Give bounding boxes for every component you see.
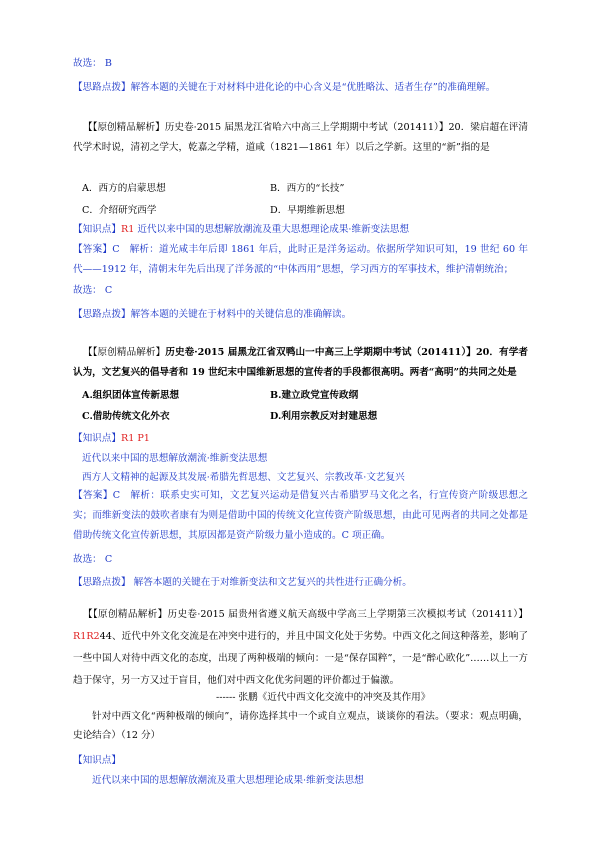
knowledge-text: 近代以来中国的思想解放潮流及重大思想理论成果·维新变法思想 xyxy=(137,224,410,235)
question-source-paragraph xyxy=(73,343,528,383)
option-d: D．早期维新思想 xyxy=(270,205,345,216)
source-bracket: 【【原创精品解析】 xyxy=(83,122,165,133)
answer-paragraph xyxy=(73,486,528,546)
answer-bracket: 【答案】 xyxy=(73,244,113,255)
conclusion-value: C xyxy=(104,554,113,565)
knowledge-label: 【知识点】 xyxy=(73,224,121,235)
answer-text: C 解析：联系史实可知，文艺复兴运动是借复兴古希腊罗马文化之名，行宣传资产阶级思想之实；而维新变法的鼓吹者康有为则是借助中国的传统文化宣传资产阶级思想，由此可见两者的共同之处都是借助传统文化宣传新思想，其原因都是资产阶级力量小造成的。C 项正确。 xyxy=(73,490,529,541)
conclusion-label: 故选： xyxy=(73,285,102,296)
source-bracket: 【【原创精品解析】 xyxy=(83,609,168,620)
option-a: A．西方的启蒙思想 xyxy=(82,183,166,194)
source-text: 历史卷·2015 届贵州省遵义航天高级中学高三上学期第三次模拟考试（201411）】 xyxy=(167,609,529,620)
answer-line xyxy=(73,57,112,70)
question-text: 历史卷·2015 届黑龙江省哈六中高三上学期期中考试（201411）】20．梁启超在评清代学术时说，清初之学大，乾嘉之学精，道咸（1821—1861 年）以后之学新。这里的“新”指的是 xyxy=(73,122,529,153)
knowledge-code: R1 P1 xyxy=(120,433,150,444)
hint-line xyxy=(73,576,412,589)
knowledge-item: 近代以来中国的思想解放潮流·维新变法思想 xyxy=(82,453,268,464)
option-c: C.借助传统文化外衣 xyxy=(82,411,170,422)
knowledge-line xyxy=(73,432,150,445)
conclusion-line xyxy=(73,553,112,566)
answer-label: 故选： xyxy=(73,58,102,69)
option-b: B.建立政党宣传政纲 xyxy=(270,390,359,401)
question-text: 历史卷·2015 届黑龙江省双鸭山一中高三上学期期中考试（201411）】20．有学者认为，文艺复兴的倡导者和 19 世纪末中国维新思想的宣传者的手段都很高明。两者“高明”的共同之处是 xyxy=(73,347,529,378)
hint-label: 【思路点拨】 xyxy=(73,309,131,320)
knowledge-label: 【知识点】 xyxy=(73,755,121,766)
source-bracket: 【【原创精品解析】 xyxy=(83,347,166,358)
answer-bracket: 【答案】 xyxy=(73,490,113,501)
knowledge-line xyxy=(73,223,409,236)
question-material: 44、近代中外文化交流是在冲突中进行的，并且中国文化处于劣势。中西文化之间这种落差，影响了一些中国人对待中西文化的态度，出现了两种极端的倾向：一是“保存国粹”，一是“醉心欧化”……以上一方趋于保守，另一方又过于盲目，他们对中西文化优劣问题的评价都过于偏激。 xyxy=(73,631,528,686)
option-d: D.利用宗教反对封建思想 xyxy=(270,411,378,422)
knowledge-label: 【知识点】 xyxy=(73,433,121,444)
knowledge-code: R1 xyxy=(120,224,135,235)
question-prompt: 针对中西文化“两种极端的倾向”，请你选择其中一个或自立观点，谈谈你的看法。（要求：观点明确，史论结合）（12 分） xyxy=(73,711,528,741)
hint-line xyxy=(73,81,495,94)
hint-label: 【思路点拨】 xyxy=(73,577,131,588)
hint-text: 解答本题的关键在于对维新变法和文艺复兴的共性进行正确分析。 xyxy=(133,577,412,588)
hint-label: 【思路点拨】 xyxy=(73,82,131,93)
answer-text: C 解析：道光咸丰年后即 1861 年后，此时正是洋务运动。依据所学知识可知，19 世纪 60 年代——1912 年，清朝末年先后出现了洋务派的“中体西用”思想，学习西方的军事技术，维护清朝统治； xyxy=(73,244,528,275)
conclusion-label: 故选： xyxy=(73,554,102,565)
question-source-paragraph xyxy=(73,604,528,692)
answer-value: B xyxy=(104,58,112,69)
citation: ------ 张鹏《近代中西文化交流中的冲突及其作用》 xyxy=(216,692,431,703)
option-a: A.组织团体宣传新思想 xyxy=(82,390,180,401)
knowledge-code: R1 xyxy=(73,631,87,642)
answer-paragraph xyxy=(73,240,528,280)
knowledge-item: 西方人文精神的起源及其发展·希腊先哲思想、文艺复兴、宗教改革·文艺复兴 xyxy=(82,472,405,483)
option-c: C．介绍研究西学 xyxy=(82,205,157,216)
question-source-paragraph xyxy=(73,118,528,158)
conclusion-value: C xyxy=(104,285,113,296)
hint-text: 解答本题的关键在于对材料中进化论的中心含义是“优胜略汰、适者生存”的准确理解。 xyxy=(130,82,496,93)
hint-line xyxy=(73,308,351,321)
knowledge-item: 近代以来中国的思想解放潮流及重大思想理论成果·维新变法思想 xyxy=(92,775,364,786)
conclusion-line xyxy=(73,284,112,297)
hint-text: 解答本题的关键在于材料中的关键信息的准确解读。 xyxy=(130,309,352,320)
option-b: B．西方的“长技” xyxy=(270,183,345,194)
knowledge-code: R2 xyxy=(86,631,100,642)
